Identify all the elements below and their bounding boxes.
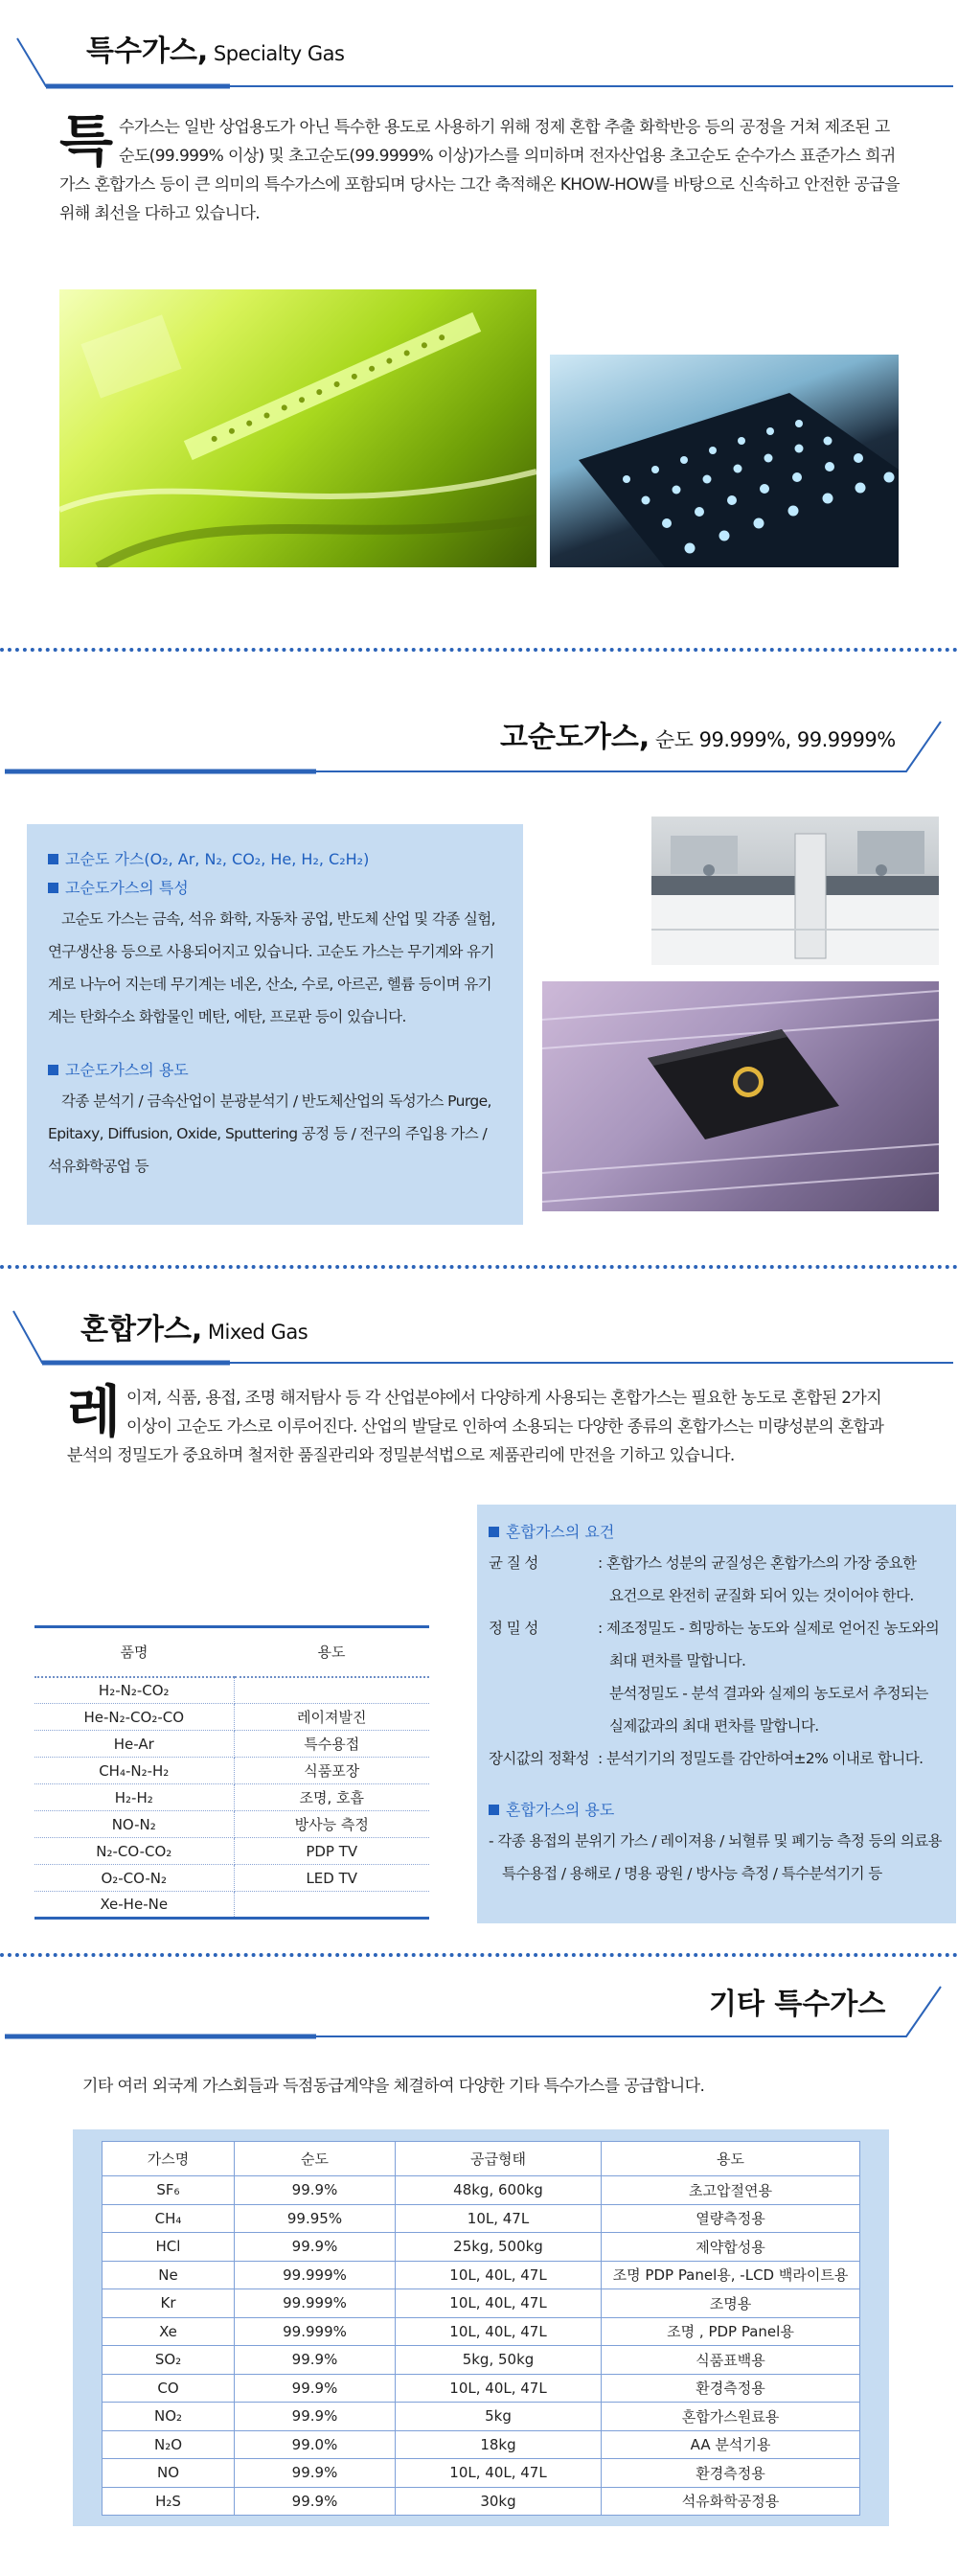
table-cell: 99.9%: [235, 2233, 396, 2262]
table-cell: 10L, 47L: [396, 2204, 602, 2233]
table-cell: 환경측정용: [602, 2374, 860, 2403]
high-purity-uses-heading: 고순도가스의 용도: [48, 1056, 500, 1085]
table-cell: 10L, 40L, 47L: [396, 2317, 602, 2346]
table-cell: 혼합가스원료용: [602, 2403, 860, 2431]
mixed-title: 혼합가스, Mixed Gas: [80, 1313, 308, 1346]
table-cell: 99.9%: [235, 2374, 396, 2403]
mixed-table-header-use: 용도: [234, 1627, 429, 1677]
high-purity-uses-text: 각종 분석기 / 금속산업이 분광분석기 / 반도체산업의 독성가스 Purge, Epitaxy, Diffusion, Oxide, Sputtering 공정 등 / 전구의 주입용 가스 / 석유화학공업 등: [48, 1092, 491, 1175]
table-cell: Kr: [103, 2289, 235, 2318]
table-cell: AA 분석기용: [602, 2430, 860, 2459]
table-row: [103, 2317, 860, 2346]
requirement-precision: 정 밀 성 : 제조정밀도 - 희망하는 농도와 실제로 얻어진 농도와의: [489, 1620, 940, 1637]
high-purity-features-text: 고순도 가스는 금속, 석유 화학, 자동차 공업, 반도체 산업 및 각종 실험, 연구생산용 등으로 사용되어지고 있습니다. 고순도 가스는 무기계와 유기계로 나누어 지는데 무기계는 네온, 산소, 수로, 아르곤, 헬륨 등이며 유기계는 탄화수소 화합물인 메탄, 에탄, 프로판 등이 있습니다.: [48, 910, 495, 1025]
table-cell: 99.9%: [235, 2403, 396, 2431]
high-purity-gases-heading: 고순도 가스(O₂, Ar, N₂, CO₂, He, H₂, C₂H₂): [48, 845, 500, 874]
table-row: [103, 2204, 860, 2233]
mixed-uses-heading: 혼합가스의 용도: [489, 1796, 947, 1825]
section-divider: [0, 648, 958, 652]
mixed-paragraph: 이져, 식품, 용접, 조명 해저탐사 등 각 산업분야에서 다양하게 사용되는 혼합가스는 필요한 농도로 혼합된 2가지 이상이 고순도 가스로 이루어진다. 산업의 발달로 인하여 소용되는 다양한 종류의 혼합가스는 미량성분의 혼합과 분석의 정밀도가 중요하며 철저한 품질관리와 정밀분석법으로 제품관리에 만전을 기하고 있습니다.: [67, 1389, 884, 1465]
table-cell: 99.95%: [235, 2204, 396, 2233]
table-row: He-Ar 특수용접: [34, 1731, 429, 1758]
led-array-photo: [550, 355, 899, 567]
square-bullet-icon: [489, 1805, 499, 1815]
table-cell: 99.999%: [235, 2289, 396, 2318]
table-cell: 99.9%: [235, 2346, 396, 2375]
microchip-photo: [542, 981, 939, 1211]
other-intro: 기타 여러 외국계 가스회들과 득점동급계약을 체결하여 다양한 기타 특수가스를 공급합니다.: [82, 2077, 705, 2096]
table-cell: 5kg, 50kg: [396, 2346, 602, 2375]
table-cell: 환경측정용: [602, 2459, 860, 2488]
table-cell: 99.9%: [235, 2459, 396, 2488]
table-cell: 석유화학공정용: [602, 2487, 860, 2516]
square-bullet-icon: [48, 854, 58, 864]
table-cell: 조명 , PDP Panel용: [602, 2317, 860, 2346]
table-cell: NO: [103, 2459, 235, 2488]
requirement-longterm: 장시값의 정확성 : 분석기기의 정밀도를 감안하여±2% 이내로 합니다.: [489, 1750, 924, 1767]
section-divider: [0, 1953, 958, 1957]
table-cell: 99.9%: [235, 2487, 396, 2516]
table-cell: 18kg: [396, 2430, 602, 2459]
other-header-purity: 순도: [235, 2142, 396, 2176]
table-row: [103, 2430, 860, 2459]
table-cell: 10L, 40L, 47L: [396, 2289, 602, 2318]
table-cell: 25kg, 500kg: [396, 2233, 602, 2262]
table-cell: N₂O: [103, 2430, 235, 2459]
table-row: [103, 2261, 860, 2289]
specialty-paragraph: 수가스는 일반 상업용도가 아닌 특수한 용도로 사용하기 위해 정제 혼합 추출 화학반응 등의 공정을 거쳐 제조된 고순도(99.999% 이상) 및 초고순도(99.9999% 이상)가스를 의미하며 전자산업용 초고순도 순수가스 표준가스 희귀가스 혼합가스 등이 큰 의미의 특수가스에 포함되며 당사는 그간 축적해온 KHOW-HOW를 바탕으로 신속하고 안전한 공급을 위해 최선을 다하고 있습니다.: [59, 118, 900, 223]
table-cell: CH₄: [103, 2204, 235, 2233]
mixed-table-header-name: 품명: [34, 1627, 234, 1677]
table-cell: NO₂: [103, 2403, 235, 2431]
table-row: [103, 2289, 860, 2318]
table-cell: 99.999%: [235, 2261, 396, 2289]
table-row: O₂-CO-N₂ LED TV: [34, 1865, 429, 1892]
mixed-gas-table: [34, 1625, 429, 1920]
table-cell: CO: [103, 2374, 235, 2403]
table-cell: 5kg: [396, 2403, 602, 2431]
table-cell: H₂S: [103, 2487, 235, 2516]
table-row: NO-N₂ 방사능 측정: [34, 1811, 429, 1838]
specialty-dropcap: 특: [59, 108, 114, 173]
table-cell: Xe: [103, 2317, 235, 2346]
mixed-requirements-heading: 혼합가스의 요건: [489, 1518, 947, 1547]
mixed-intro: [67, 1379, 897, 1470]
other-gas-table: [102, 2141, 860, 2516]
table-row: H₂-H₂ 조명, 호흡: [34, 1784, 429, 1811]
table-cell: HCl: [103, 2233, 235, 2262]
table-row: [103, 2374, 860, 2403]
table-row: Xe-He-Ne: [34, 1892, 429, 1919]
table-cell: 조명 PDP Panel용, -LCD 백라이트용: [602, 2261, 860, 2289]
table-cell: 식품표백용: [602, 2346, 860, 2375]
square-bullet-icon: [489, 1527, 499, 1537]
table-cell: 10L, 40L, 47L: [396, 2459, 602, 2488]
table-cell: 제약합성용: [602, 2233, 860, 2262]
table-cell: 10L, 40L, 47L: [396, 2374, 602, 2403]
table-cell: 조명용: [602, 2289, 860, 2318]
mixed-dropcap: 레: [67, 1379, 122, 1444]
table-cell: Ne: [103, 2261, 235, 2289]
other-header-use: 용도: [602, 2142, 860, 2176]
other-header-supply: 공급형태: [396, 2142, 602, 2176]
table-cell: SO₂: [103, 2346, 235, 2375]
table-row: [103, 2346, 860, 2375]
table-row: [103, 2176, 860, 2205]
mixed-requirements-panel: 혼합가스의 요건 균 질 성 : 혼합가스 성분의 균질성은 혼합가스의 가장 중요한 요건으로 완전히 균질화 되어 있는 것이어야 한다. 정 밀 성 : 제조정밀도 - 희망하는 농도와 실제로 얻어진 농도와의 최대 편차를 말합니다. 분석정밀도 - 분석 결과와 실제의 농도로서 추정되는 실제값과의 최대 편차를 말합니다. 장시값의 정확성 : 분석기기의 정밀도를 감안하여±2% 이내로 합니다. 혼합가스의 용도 - 각종 용접의 분위기 가스 / 레이져용 / 뇌혈류 및 폐기능 측정 등의 의료용 특수용접 / 용해로 / 명용 광원 / 방사능 측정 / 특수분석기기 등: [477, 1505, 956, 1923]
table-row: [103, 2403, 860, 2431]
high-purity-header-line: [0, 719, 958, 776]
circuit-board-photo: [59, 289, 536, 567]
table-row: [103, 2487, 860, 2516]
specialty-intro: [59, 108, 902, 228]
other-header-line: [0, 1984, 958, 2041]
table-cell: 48kg, 600kg: [396, 2176, 602, 2205]
other-table-panel: [73, 2129, 889, 2526]
table-cell: SF₆: [103, 2176, 235, 2205]
other-title: 기타 특수가스: [709, 1988, 886, 2021]
table-row: He-N₂-CO₂-CO 레이져발진: [34, 1704, 429, 1731]
table-row: N₂-CO-CO₂ PDP TV: [34, 1838, 429, 1865]
table-cell: 99.0%: [235, 2430, 396, 2459]
table-cell: 99.999%: [235, 2317, 396, 2346]
section-divider: [0, 1265, 958, 1269]
square-bullet-icon: [48, 1065, 58, 1075]
requirement-uniformity: 균 질 성 : 혼합가스 성분의 균질성은 혼합가스의 가장 중요한: [489, 1554, 917, 1572]
table-cell: 30kg: [396, 2487, 602, 2516]
table-row: CH₄-N₂-H₂ 식품포장: [34, 1758, 429, 1784]
table-cell: 99.9%: [235, 2176, 396, 2205]
laboratory-photo: [651, 816, 939, 965]
table-row: [103, 2459, 860, 2488]
high-purity-panel: [27, 824, 523, 1225]
high-purity-title: 고순도가스, 순도 99.999%, 99.9999%: [500, 721, 896, 754]
table-row: [103, 2233, 860, 2262]
specialty-title: 특수가스, Specialty Gas: [86, 34, 345, 68]
table-cell: 초고압절연용: [602, 2176, 860, 2205]
high-purity-features-heading: 고순도가스의 특성: [48, 874, 500, 903]
other-header-name: 가스명: [103, 2142, 235, 2176]
table-row: H₂-N₂-CO₂: [34, 1677, 429, 1704]
table-cell: 열량측정용: [602, 2204, 860, 2233]
table-cell: 10L, 40L, 47L: [396, 2261, 602, 2289]
square-bullet-icon: [48, 883, 58, 893]
